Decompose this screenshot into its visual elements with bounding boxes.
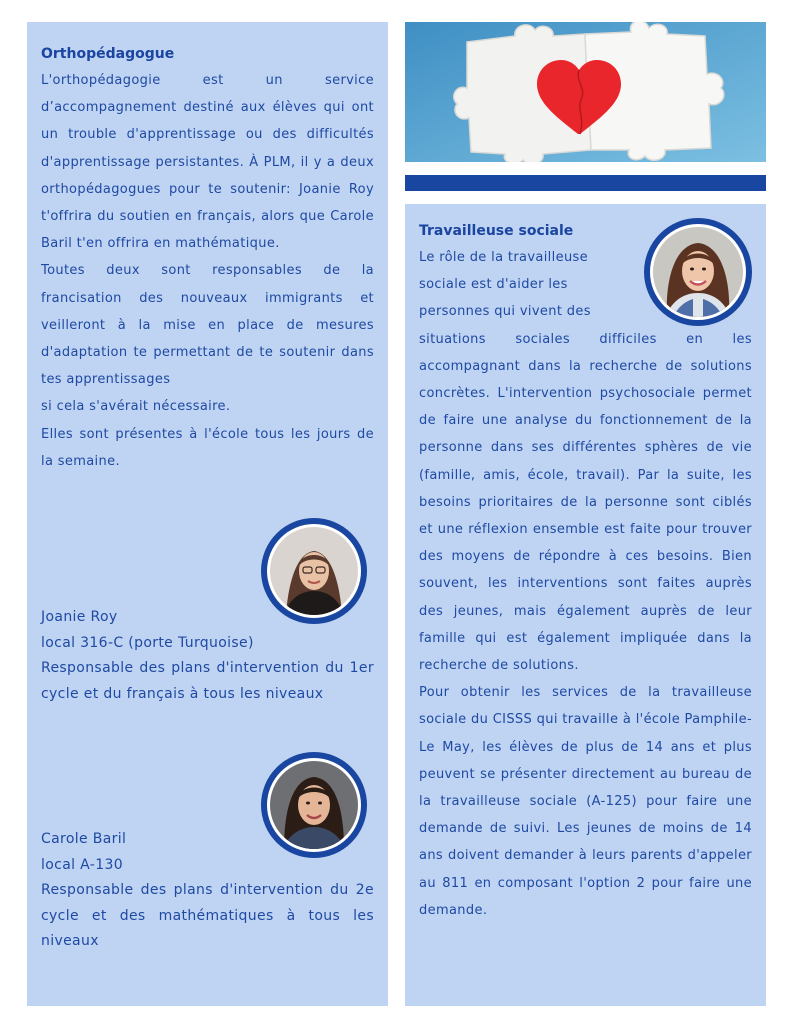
- joanie-name: Joanie Roy: [41, 609, 118, 625]
- divider-bar: [405, 175, 766, 191]
- joanie-contact: [41, 605, 374, 707]
- carole-name: Carole Baril: [41, 831, 127, 847]
- orthopedagogue-paragraph-1: L'orthopédagogie est un service d’accompagnement destiné aux élèves qui ont un trouble d'apprentissage ou des difficultés d'apprentissage persistantes. À PLM, il y a deux orthopédagogues pour te soutenir: Joanie Roy t'offrira du soutien en français, alors que Carole Baril t'en offrira en mathématique.: [41, 73, 374, 252]
- social-worker-intro-line-2: sociale est d'aider les: [419, 277, 568, 293]
- orthopedagogue-heading: Orthopédagogue: [41, 46, 175, 62]
- social-worker-panel: [405, 204, 766, 1006]
- joanie-role: Responsable des plans d'intervention du 1er cycle et du français à tous les niveaux: [41, 660, 374, 702]
- social-worker-intro-line-3: personnes qui vivent des: [419, 304, 591, 320]
- orthopedagogue-paragraph-3: si cela s'avérait nécessaire.: [41, 399, 231, 415]
- carole-local: local A-130: [41, 856, 123, 873]
- social-worker-photo: [653, 227, 743, 317]
- orthopedagogue-text: [41, 67, 374, 475]
- carole-contact: [41, 827, 374, 955]
- social-worker-intro-line-1: Le rôle de la travailleuse: [419, 250, 589, 265]
- social-worker-heading: Travailleuse sociale: [419, 223, 574, 239]
- social-worker-paragraph-1: situations sociales difficiles en les accompagnant dans la recherche de solutions concrètes. L'intervention psychosociale permet de faire une analyse du fonctionnement de la personne dans ses différentes sphères de vie (famille, amis, école, travail). Par la suite, les besoins prioritaires de la personne sont ciblés et une réflexion ensemble est faite pour trouver des moyens de répondre à ces besoins. Bien souvent, les interventions sont faites auprès des jeunes, mais également auprès de leur famille qui est également impliquée dans la recherche de solutions.: [419, 331, 752, 674]
- carole-role: Responsable des plans d'intervention du 2e cycle et des mathématiques à tous les niveaux: [41, 882, 374, 950]
- orthopedagogue-paragraph-4: Elles sont présentes à l'école tous les jours de la semaine.: [41, 426, 374, 469]
- social-worker-paragraph-2: Pour obtenir les services de la travailleuse sociale du CISSS qui travaille à l'école Pamphile-Le May, les élèves de plus de 14 ans et plus peuvent se présenter directement au bureau de la travailleuse sociale (A-125) pour faire une demande de suivi. Les jeunes de moins de 14 ans doivent demander à leurs parents d'appeler au 811 en composant l'option 2 pour faire une demande.: [419, 685, 752, 918]
- joanie-photo: [270, 527, 358, 615]
- joanie-local: local 316-C (porte Turquoise): [41, 634, 254, 651]
- social-worker-intro: [419, 244, 619, 326]
- social-worker-avatar: [644, 218, 752, 326]
- orthopedagogue-paragraph-2: Toutes deux sont responsables de la francisation des nouveaux immigrants et veilleront à la mise en place de mesures d'adaptation te permettant de te soutenir dans tes apprentissages: [41, 263, 374, 388]
- puzzle-heart-image: [405, 22, 766, 162]
